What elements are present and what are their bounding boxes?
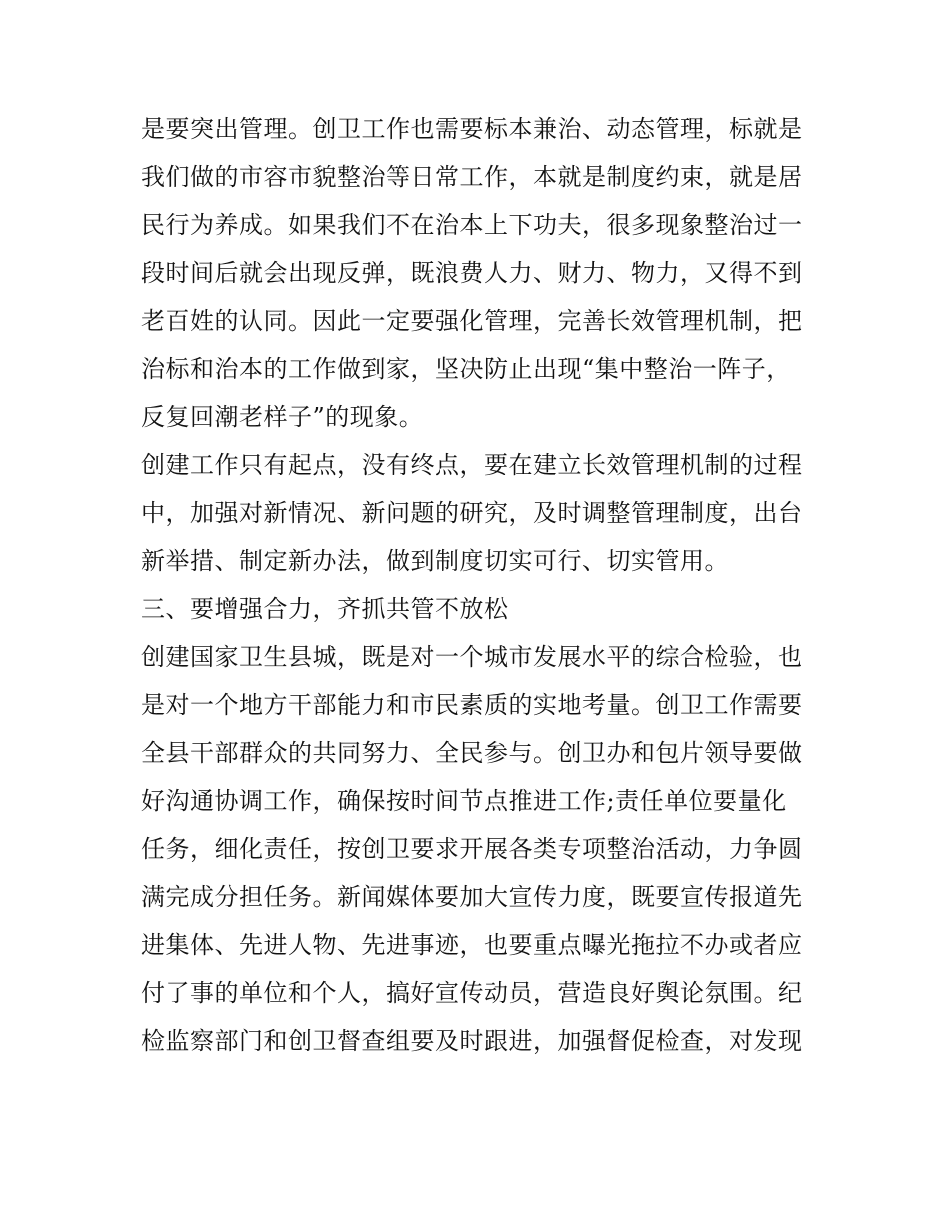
paragraph-line: 中，加强对新情况、新问题的研究，及时调整管理制度，出台 <box>141 499 803 527</box>
paragraph-line: 检监察部门和创卫督查组要及时跟进，加强督促检查，对发现 <box>141 1027 803 1055</box>
paragraph-line: 付了事的单位和个人，搞好宣传动员，营造良好舆论氛围。纪 <box>141 979 803 1007</box>
paragraph-line: 新举措、制定新办法，做到制度切实可行、切实管用。 <box>141 547 729 575</box>
paragraph-line: 老百姓的认同。因此一定要强化管理，完善长效管理机制，把 <box>141 307 803 335</box>
paragraph-line: 创建工作只有起点，没有终点，要在建立长效管理机制的过程 <box>141 451 803 479</box>
paragraph-line: 好沟通协调工作，确保按时间节点推进工作;责任单位要量化 <box>141 787 787 815</box>
paragraph-line: 任务，细化责任，按创卫要求开展各类专项整治活动，力争圆 <box>141 835 803 863</box>
paragraph-line: 进集体、先进人物、先进事迹，也要重点曝光拖拉不办或者应 <box>141 931 803 959</box>
paragraph-line: 反复回潮老样子”的现象。 <box>141 403 424 431</box>
paragraph-line: 是要突出管理。创卫工作也需要标本兼治、动态管理，标就是 <box>141 115 803 143</box>
paragraph-line: 满完成分担任务。新闻媒体要加大宣传力度，既要宣传报道先 <box>141 883 803 911</box>
paragraph-line: 创建国家卫生县城，既是对一个城市发展水平的综合检验，也 <box>141 643 803 671</box>
paragraph-line: 是对一个地方干部能力和市民素质的实地考量。创卫工作需要 <box>141 691 803 719</box>
paragraph-line: 民行为养成。如果我们不在治本上下功夫，很多现象整治过一 <box>141 211 803 239</box>
paragraph-line: 全县干部群众的共同努力、全民参与。创卫办和包片领导要做 <box>141 739 803 767</box>
paragraph-line: 段时间后就会出现反弹，既浪费人力、财力、物力，又得不到 <box>141 259 803 287</box>
paragraph-line: 我们做的市容市貌整治等日常工作，本就是制度约束，就是居 <box>141 163 803 191</box>
paragraph-line: 治标和治本的工作做到家，坚决防止出现“集中整治一阵子， <box>141 355 791 383</box>
section-heading: 三、要增强合力，齐抓共管不放松 <box>141 595 509 623</box>
